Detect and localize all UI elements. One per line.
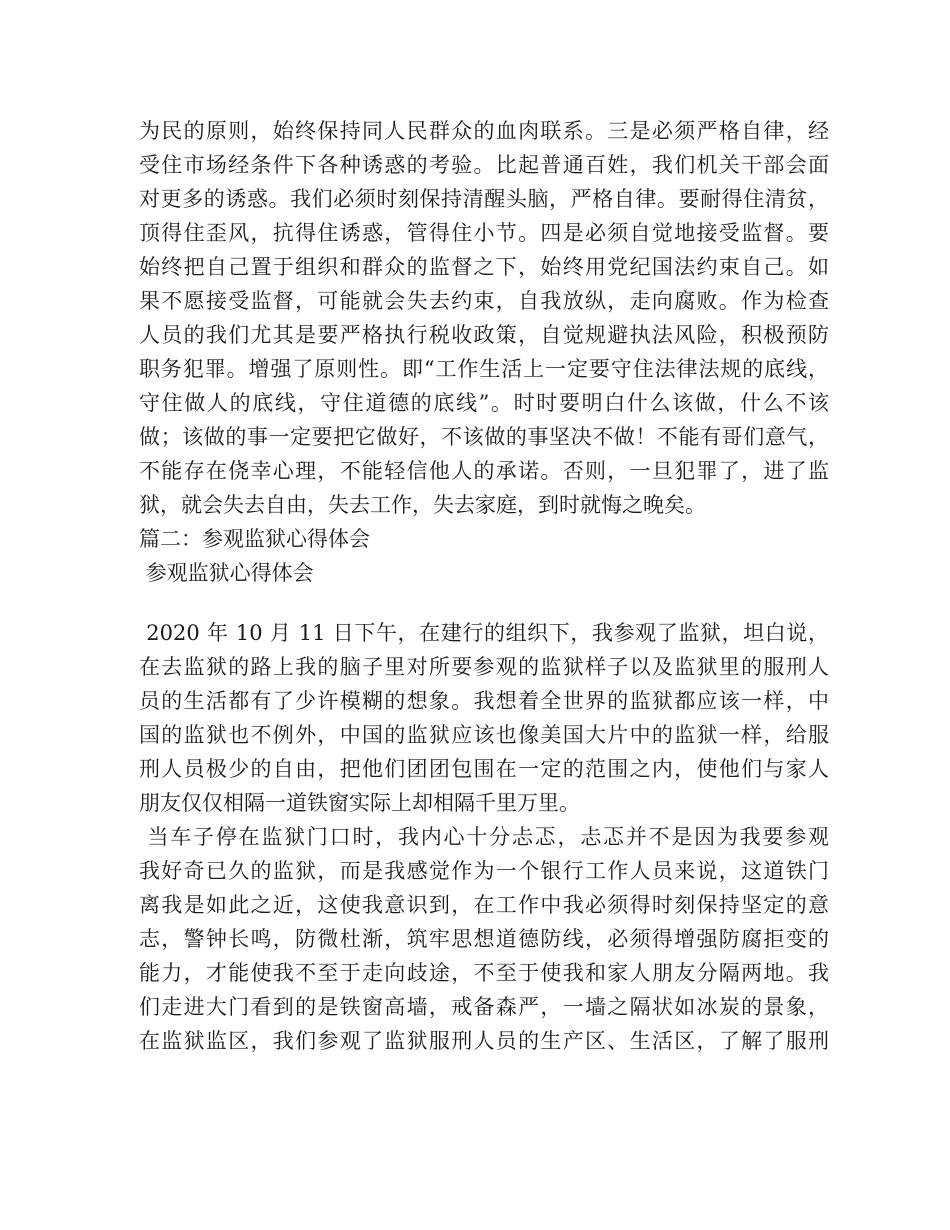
text-line: 员的生活都有了少许模糊的想象。我想着全世界的监狱都应该一样，中 xyxy=(139,689,829,713)
text-line: 对更多的诱惑。我们必须时刻保持清醒头脑，严格自律。要耐得住清贫， xyxy=(139,187,829,211)
text-line: 在去监狱的路上我的脑子里对所要参观的监狱样子以及监狱里的服刑人 xyxy=(139,655,829,679)
text-line: 狱，就会失去自由，失去工作，失去家庭，到时就悔之晚矣。 xyxy=(139,493,706,517)
paragraph-continued xyxy=(139,114,829,590)
text-line: 国的监狱也不例外，中国的监狱应该也像美国大片中的监狱一样，给服 xyxy=(139,723,829,747)
text-line: 不能存在侥幸心理，不能轻信他人的承诺。否则，一旦犯罪了，进了监 xyxy=(139,459,829,483)
text-line: 始终把自己置于组织和群众的监督之下，始终用党纪国法约束自己。如 xyxy=(139,255,829,279)
text-line: 做；该做的事一定要把它做好，不该做的事坚决不做！不能有哥们意气， xyxy=(139,425,829,449)
text-line: 顶得住歪风，抗得住诱惑，管得住小节。四是必须自觉地接受监督。要 xyxy=(139,221,829,245)
text-line: 在监狱监区，我们参观了监狱服刑人员的生产区、生活区，了解了服刑 xyxy=(139,1029,829,1053)
text-line: 朋友仅仅相隔一道铁窗实际上却相隔千里万里。 xyxy=(139,791,580,815)
article-body xyxy=(139,616,829,1058)
text-line: 们走进大门看到的是铁窗高墙，戒备森严，一墙之隔状如冰炭的景象， xyxy=(139,995,829,1019)
section-heading: 篇二：参观监狱心得体会 xyxy=(139,527,370,551)
text-line: 职务犯罪。增强了原则性。即“工作生活上一定要守住法律法规的底线， xyxy=(139,357,829,381)
text-line: 果不愿接受监督，可能就会失去约束，自我放纵，走向腐败。作为检查 xyxy=(139,289,829,313)
text-line: 能力，才能使我不至于走向歧途，不至于使我和家人朋友分隔两地。我 xyxy=(139,961,829,985)
text-line: 志，警钟长鸣，防微杜渐，筑牢思想道德防线，必须得增强防腐拒变的 xyxy=(139,927,829,951)
text-line: 我好奇已久的监狱，而是我感觉作为一个银行工作人员来说，这道铁门 xyxy=(139,859,829,883)
text-line: 为民的原则，始终保持同人民群众的血肉联系。三是必须严格自律，经 xyxy=(139,119,829,143)
text-line: 当车子停在监狱门口时，我内心十分忐忑，忐忑并不是因为我要参观 xyxy=(139,825,829,849)
text-line: 人员的我们尤其是要严格执行税收政策，自觉规避执法风险，积极预防 xyxy=(139,323,829,347)
text-line: 受住市场经条件下各种诱惑的考验。比起普通百姓，我们机关干部会面 xyxy=(139,153,829,177)
article-title: 参观监狱心得体会 xyxy=(139,561,314,585)
text-line: 守住做人的底线，守住道德的底线”。时时要明白什么该做，什么不该 xyxy=(139,391,829,415)
text-line: 刑人员极少的自由，把他们团团包围在一定的范围之内，使他们与家人 xyxy=(139,757,829,781)
text-line: 离我是如此之近，这使我意识到，在工作中我必须得时刻保持坚定的意 xyxy=(139,893,829,917)
text-line: 2020 年 10 月 11 日下午，在建行的组织下，我参观了监狱，坦白说， xyxy=(139,621,829,645)
